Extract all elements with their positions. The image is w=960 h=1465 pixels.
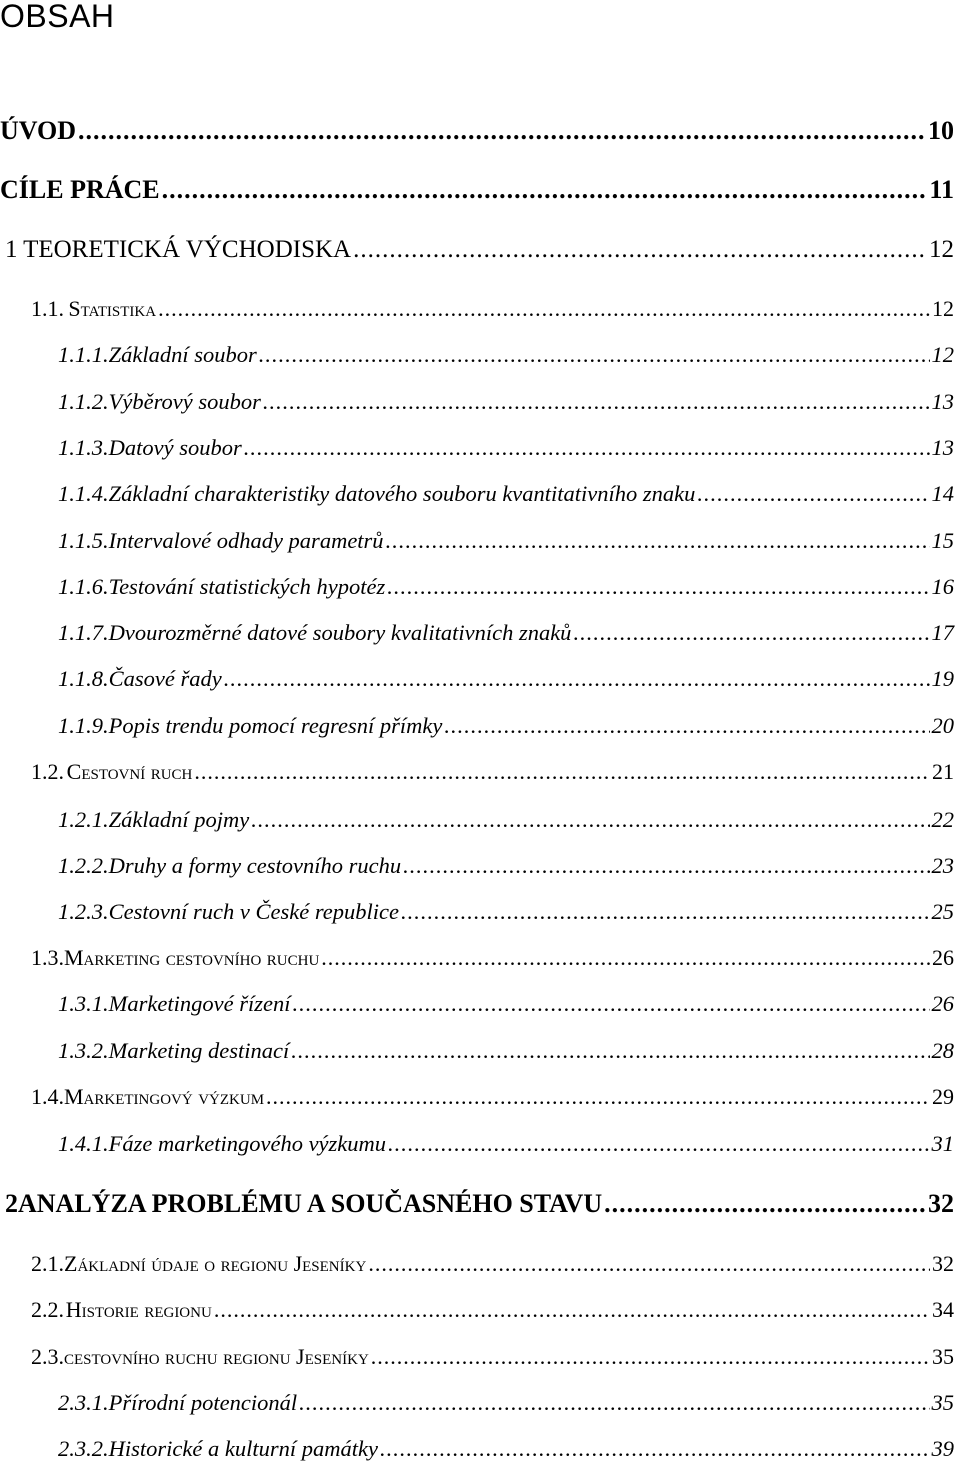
toc-entry-number: 2.1. <box>31 1251 64 1276</box>
toc-entry-label: Přírodní potencionál <box>108 1390 298 1415</box>
toc-entry-label: Popis trendu pomocí regresní přímky <box>108 713 443 738</box>
toc-leader-dots <box>244 435 930 461</box>
toc-entry[interactable] <box>0 1038 954 1064</box>
toc-entry-page-number: 29 <box>932 1084 954 1109</box>
toc-leader-dots <box>292 991 929 1017</box>
toc-entry[interactable] <box>0 945 954 971</box>
toc-entry[interactable] <box>0 116 954 146</box>
toc-leader-dots <box>251 807 929 833</box>
toc-entry-page-number: 32 <box>932 1251 954 1276</box>
toc-entry-page-number: 16 <box>931 574 954 599</box>
toc-entry-page-number: 12 <box>929 236 954 263</box>
toc-leader-dots <box>194 759 930 785</box>
toc-entry-number: 2.3. <box>31 1344 64 1369</box>
toc-entry[interactable] <box>0 481 954 507</box>
toc-leader-dots <box>214 1297 930 1323</box>
toc-entry-label: Časové řady <box>108 666 222 691</box>
toc-entry-number: 1.1. <box>31 296 64 321</box>
toc-entry-number: 1.1.5. <box>58 528 109 553</box>
toc-entry-page-number: 13 <box>931 435 954 460</box>
toc-entry-number: 1.2.1. <box>58 807 109 832</box>
toc-leader-dots <box>380 1436 930 1462</box>
toc-entry[interactable] <box>0 1436 954 1462</box>
toc-entry-number: 1.1.3. <box>58 435 109 460</box>
toc-entry-label: Výběrový soubor <box>108 389 261 414</box>
toc-entry[interactable] <box>0 666 954 692</box>
toc-entry-label: Marketingový výzkum <box>64 1084 265 1109</box>
toc-entry-label: CÍLE PRÁCE <box>0 175 160 204</box>
toc-entry-number: 1.3. <box>31 945 64 970</box>
toc-leader-dots <box>321 945 930 971</box>
toc-entry-number: 1 <box>5 236 18 263</box>
toc-entry[interactable] <box>0 175 954 205</box>
toc-leader-dots <box>388 1131 929 1157</box>
toc-entry[interactable] <box>0 620 954 646</box>
toc-leader-dots <box>371 1344 930 1370</box>
toc-entry-page-number: 14 <box>931 481 954 506</box>
toc-entry-label: TEORETICKÁ VÝCHODISKA <box>23 236 352 263</box>
toc-entry[interactable] <box>0 1251 954 1277</box>
toc-leader-dots <box>386 528 930 554</box>
toc-entry-label: Marketing destinací <box>108 1038 290 1063</box>
toc-leader-dots <box>291 1038 929 1064</box>
toc-entry[interactable] <box>0 759 954 785</box>
toc-entry-page-number: 35 <box>931 1390 954 1415</box>
toc-entry-label: Marketing cestovního ruchu <box>64 945 320 970</box>
toc-entry-page-number: 17 <box>931 620 954 645</box>
toc-entry-label: Základní charakteristiky datového souboru kvantitativního znaku <box>108 481 696 506</box>
toc-entry[interactable] <box>0 853 954 879</box>
toc-entry-page-number: 35 <box>932 1344 954 1369</box>
toc-entry-page-number: 12 <box>931 342 954 367</box>
toc-entry-number: 1.2.2. <box>58 853 109 878</box>
toc-leader-dots <box>368 1251 930 1277</box>
toc-leader-dots <box>259 342 930 368</box>
toc-entry-number: 2 <box>5 1189 18 1218</box>
toc-entry-number: 1.1.6. <box>58 574 109 599</box>
toc-entry-label: Cestovní ruch <box>66 759 193 784</box>
toc-entry-label: Druhy a formy cestovního ruchu <box>108 853 402 878</box>
toc-entry-page-number: 12 <box>932 296 954 321</box>
toc-entry-page-number: 25 <box>931 899 954 924</box>
toc-entry-label: ANALÝZA PROBLÉMU A SOUČASNÉHO STAVU <box>18 1189 603 1218</box>
toc-entry[interactable] <box>0 713 954 739</box>
toc-entry-page-number: 11 <box>929 175 954 204</box>
toc-leader-dots <box>266 1084 930 1110</box>
page-title: OBSAH <box>0 0 115 34</box>
toc-entry-page-number: 28 <box>931 1038 954 1063</box>
toc-entry-label: Historické a kulturní památky <box>108 1436 378 1461</box>
toc-leader-dots <box>224 666 930 692</box>
toc-leader-dots <box>158 296 930 322</box>
toc-entry-page-number: 31 <box>931 1131 954 1156</box>
toc-entry-number: 1.1.9. <box>58 713 109 738</box>
toc-entry-label: Základní údaje o regionu Jeseníky <box>64 1251 367 1276</box>
toc-entry-number: 1.1.2. <box>58 389 109 414</box>
toc-entry-page-number: 32 <box>928 1189 954 1218</box>
toc-entry-number: 1.1.7. <box>58 620 109 645</box>
toc-entry-label: Cestovní ruch v České republice <box>108 899 399 924</box>
toc-entry[interactable] <box>0 389 954 415</box>
toc-leader-dots <box>78 116 926 146</box>
toc-entry-number: 2.3.2. <box>58 1436 109 1461</box>
toc-entry-label: Historie regionu <box>65 1297 212 1322</box>
toc-leader-dots <box>299 1390 929 1416</box>
toc-entry[interactable] <box>0 342 954 368</box>
toc-leader-dots <box>162 175 928 205</box>
toc-entry-label: Fáze marketingového výzkumu <box>108 1131 387 1156</box>
toc-entry-page-number: 23 <box>931 853 954 878</box>
toc-entry-page-number: 20 <box>931 713 954 738</box>
toc-entry[interactable] <box>0 1084 954 1110</box>
toc-leader-dots <box>263 389 930 415</box>
toc-entry-page-number: 21 <box>932 759 954 784</box>
toc-entry-label: ÚVOD <box>0 116 77 145</box>
toc-leader-dots <box>573 620 929 646</box>
toc-leader-dots <box>697 481 929 507</box>
toc-entry-page-number: 26 <box>931 991 954 1016</box>
toc-entry-number: 1.2. <box>31 759 64 784</box>
toc-entry-page-number: 15 <box>931 528 954 553</box>
toc-entry[interactable] <box>0 1131 954 1157</box>
toc-entry-number: 2.3.1. <box>58 1390 109 1415</box>
toc-entry[interactable] <box>0 1344 954 1370</box>
toc-leader-dots <box>387 574 929 600</box>
toc-entry[interactable] <box>0 574 954 600</box>
toc-entry-page-number: 34 <box>932 1297 954 1322</box>
toc-entry-number: 1.4.1. <box>58 1131 109 1156</box>
toc-entry[interactable] <box>0 807 954 833</box>
toc-entry-label: Marketingové řízení <box>108 991 291 1016</box>
toc-entry-label: Intervalové odhady parametrů <box>108 528 384 553</box>
toc-entry-page-number: 22 <box>931 807 954 832</box>
toc-entry[interactable] <box>0 1297 954 1323</box>
toc-entry-page-number: 13 <box>931 389 954 414</box>
toc-entry-label: cestovního ruchu regionu Jeseníky <box>64 1344 369 1369</box>
toc-entry-page-number: 39 <box>931 1436 954 1461</box>
toc-entry-number: 1.3.1. <box>58 991 109 1016</box>
toc-entry-label: Testování statistických hypotéz <box>108 574 386 599</box>
toc-entry-page-number: 19 <box>931 666 954 691</box>
toc-leader-dots <box>353 236 927 264</box>
toc-entry-number: 1.1.1. <box>58 342 109 367</box>
toc-entry[interactable] <box>0 899 954 925</box>
toc-entry-number: 1.1.4. <box>58 481 109 506</box>
toc-entry[interactable] <box>0 1189 954 1219</box>
toc-entry-label: Dvourozměrné datové soubory kvalitativních znaků <box>108 620 572 645</box>
toc-entry-label: Základní pojmy <box>108 807 250 832</box>
toc-entry-page-number: 26 <box>932 945 954 970</box>
toc-leader-dots <box>604 1189 926 1219</box>
toc-entry[interactable] <box>0 1390 954 1416</box>
toc-entry[interactable] <box>0 991 954 1017</box>
toc-leader-dots <box>444 713 929 739</box>
toc-entry-label: Datový soubor <box>108 435 242 460</box>
toc-entry[interactable] <box>0 236 954 264</box>
toc-entry[interactable] <box>0 528 954 554</box>
toc-leader-dots <box>403 853 929 879</box>
toc-entry-page-number: 10 <box>928 116 954 145</box>
toc-entry-label: Základní soubor <box>108 342 257 367</box>
toc-entry[interactable] <box>0 435 954 461</box>
toc-entry-number: 1.3.2. <box>58 1038 109 1063</box>
toc-entry-number: 1.4. <box>31 1084 64 1109</box>
toc-entry[interactable] <box>0 296 954 322</box>
toc-entry-number: 1.2.3. <box>58 899 109 924</box>
toc-entry-number: 1.1.8. <box>58 666 109 691</box>
toc-entry-number: 2.2. <box>31 1297 64 1322</box>
toc-leader-dots <box>401 899 930 925</box>
toc-entry-label: Statistika <box>68 296 157 321</box>
